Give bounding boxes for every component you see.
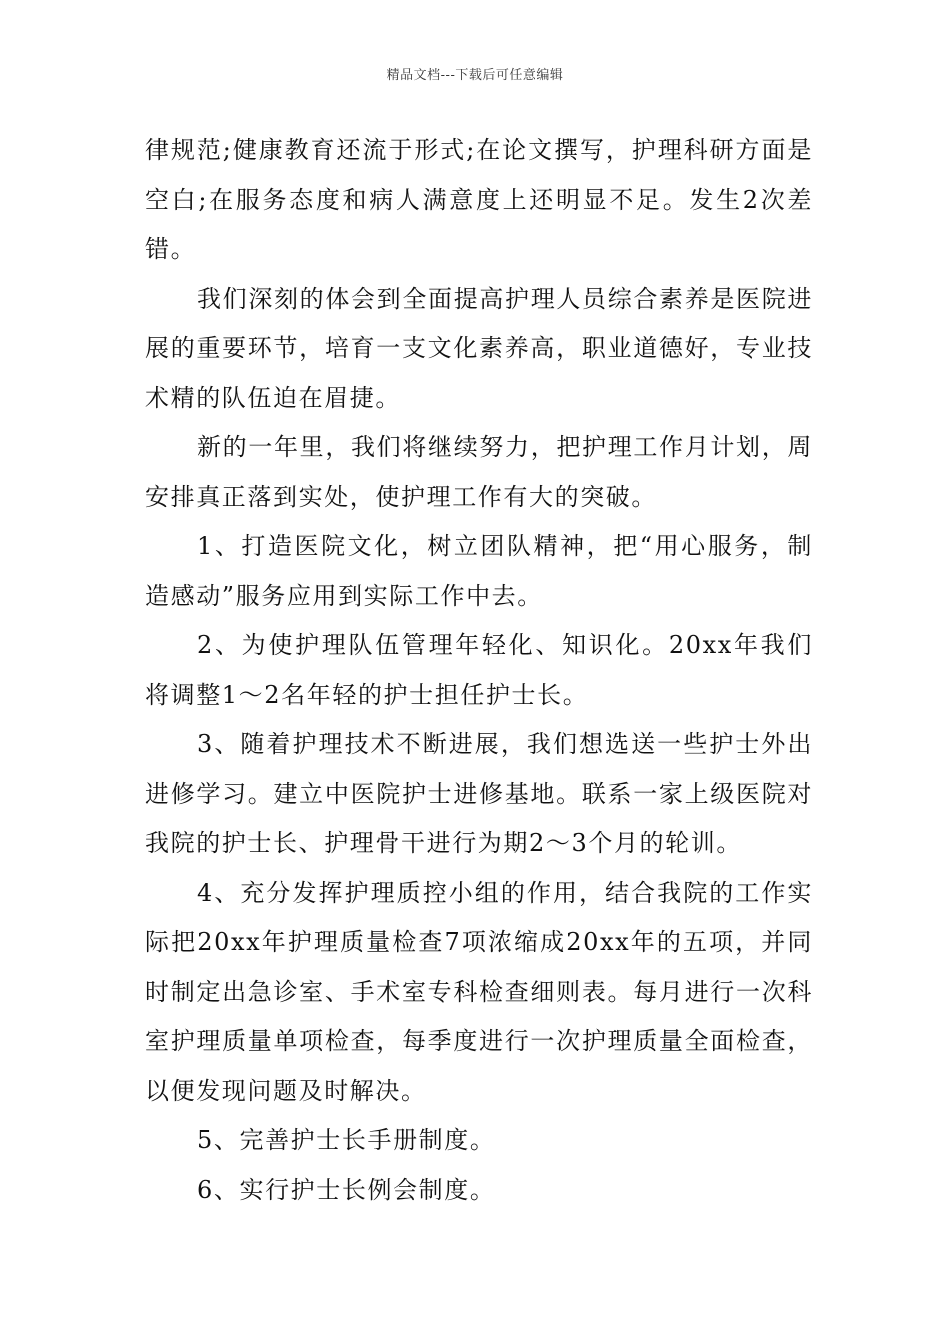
list-item-2: 2、为使护理队伍管理年轻化、知识化。20xx年我们将调整1～2名年轻的护士担任护士长。 [145, 631, 813, 709]
list-item-1: 1、打造医院文化，树立团队精神，把“用心服务，制造感动”服务应用到实际工作中去。 [145, 532, 813, 610]
paragraph-continuation: 律规范;健康教育还流于形式;在论文撰写，护理科研方面是空白;在服务态度和病人满意度上还明显不足。发生2次差错。 [145, 136, 813, 263]
list-item-3: 3、随着护理技术不断进展，我们想选送一些护士外出进修学习。建立中医院护士进修基地。联系一家上级医院对我院的护士长、护理骨干进行为期2～3个月的轮训。 [145, 730, 813, 857]
page-header: 精品文档---下载后可任意编辑 [386, 68, 564, 83]
paragraph-new-year-plan: 新的一年里，我们将继续努力，把护理工作月计划，周安排真正落到实处，使护理工作有大的突破。 [145, 433, 813, 511]
paragraph-reflection: 我们深刻的体会到全面提高护理人员综合素养是医院进展的重要环节，培育一支文化素养高，职业道德好，专业技术精的队伍迫在眉捷。 [145, 284, 813, 412]
list-item-5: 5、完善护士长手册制度。 [197, 1126, 496, 1154]
list-item-4: 4、充分发挥护理质控小组的作用，结合我院的工作实际把20xx年护理质量检查7项浓缩成20xx年的五项，并同时制定出急诊室、手术室专科检查细则表。每月进行一次科室护理质量单项检查，每季度进行一次护理质量全面检查，以便发现问题及时解决。 [145, 878, 813, 1105]
document-body [145, 126, 813, 1215]
list-item-6: 6、实行护士长例会制度。 [197, 1175, 496, 1204]
